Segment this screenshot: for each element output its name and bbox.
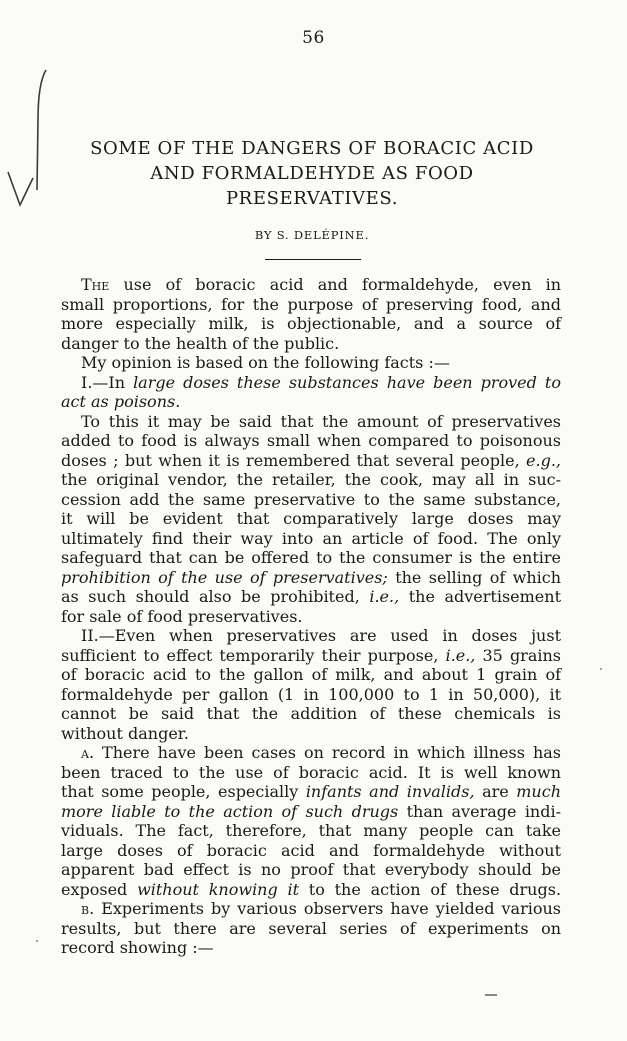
italic-text: prohibition of the use of preservatives; — [61, 567, 388, 587]
body-text-line — [61, 295, 561, 315]
body-text-line — [61, 568, 561, 588]
author-byline: BY S. DELÉPINE. — [254, 228, 370, 242]
title-rule-divider — [265, 259, 361, 260]
italic-text: i.e., — [369, 587, 400, 606]
paper-speck — [600, 668, 602, 670]
text-run: formaldehyde per gallon (1 in 100,000 to 1 in 50,000), it — [61, 684, 561, 704]
text-run: safeguard that can be offered to the consumer is the entire — [61, 548, 561, 567]
italic-text: infants and invalids, — [305, 782, 475, 801]
body-text-line — [61, 899, 561, 919]
title-line: SOME OF THE DANGERS OF BORACIC ACID — [90, 138, 534, 159]
ink-mark — [484, 992, 498, 998]
body-text-line — [61, 431, 561, 451]
body-text-line — [61, 373, 561, 393]
italic-text: act as poisons. — [61, 392, 181, 411]
italic-text: without knowing it — [137, 879, 300, 899]
body-text-line — [61, 704, 561, 724]
body-text-line — [61, 919, 561, 939]
text-run: To this it may be said that the amount of preservatives — [81, 411, 561, 431]
text-run: Experiments by various observers have yielded various — [94, 899, 561, 918]
text-run: than average indi- — [398, 801, 562, 821]
text-run: added to food is always small when compared to poisonous — [61, 431, 561, 450]
body-text-line — [61, 412, 561, 432]
body-text-line — [61, 548, 561, 568]
body-text-line — [61, 665, 561, 685]
body-text-line — [61, 470, 561, 490]
italic-text: i.e., — [445, 645, 476, 665]
body-text-line — [61, 314, 561, 334]
text-run: There have been cases on record in which illness has — [94, 743, 561, 762]
body-text-line — [61, 509, 561, 529]
body-text-line — [61, 821, 561, 841]
text-run: apparent bad effect is no proof that everybody should be — [61, 860, 561, 879]
body-text-line — [61, 607, 561, 627]
page-number: 56 — [302, 28, 325, 48]
body-text-line — [61, 938, 561, 958]
text-run: more especially milk, is objectionable, and a source of — [61, 314, 561, 333]
text-run: use of boracic acid and formaldehyde, even in — [109, 275, 561, 294]
text-run: small proportions, for the purpose of preserving food, and — [61, 294, 561, 314]
title-line: PRESERVATIVES. — [225, 188, 399, 209]
text-run: the selling of which — [387, 567, 562, 587]
italic-text: e.g., — [526, 450, 561, 470]
article-title — [62, 136, 562, 211]
body-text-line — [61, 490, 561, 510]
body-text-line — [61, 782, 561, 802]
italic-text: large doses these substances have been proved to — [133, 372, 561, 392]
text-run: The — [81, 275, 110, 294]
body-text-line — [61, 763, 561, 783]
text-run: the advertisement — [399, 587, 561, 606]
article-body — [61, 275, 561, 958]
text-run: without danger. — [61, 723, 189, 743]
body-text-line — [61, 724, 561, 744]
text-run: danger to the health of the public. — [61, 333, 340, 353]
text-run: for sale of food preservatives. — [61, 606, 303, 626]
text-run: cession add the same preservative to the same substance, — [61, 489, 561, 509]
text-run: II.—Even when preservatives are used in doses just — [81, 626, 561, 645]
text-run: been traced to the use of boracic acid. It is well known — [61, 762, 561, 782]
text-run: are — [474, 782, 517, 801]
body-text-line — [61, 880, 561, 900]
text-run: viduals. The fact, therefore, that many people can take — [61, 821, 561, 840]
text-run: that some people, especially — [61, 782, 306, 801]
title-line: AND FORMALDEHYDE AS FOOD — [150, 163, 474, 184]
body-text-line — [61, 392, 561, 412]
text-run: of boracic acid to the gallon of milk, and about 1 grain of — [61, 665, 561, 684]
body-text-line — [61, 802, 561, 822]
text-run: record showing :— — [61, 938, 214, 957]
text-run: b. — [81, 899, 95, 918]
text-run: ultimately find their way into an article of food. The only — [61, 528, 561, 548]
body-text-line — [61, 685, 561, 705]
text-run: to the action of these drugs. — [299, 879, 562, 899]
text-run: results, but there are several series of experiments on — [61, 918, 561, 938]
italic-text: more liable to the action of such drugs — [61, 801, 399, 821]
text-run: as such should also be prohibited, — [61, 587, 370, 606]
body-text-line — [61, 529, 561, 549]
body-text-line — [61, 841, 561, 861]
body-text-line — [61, 334, 561, 354]
text-run: large doses of boracic acid and formaldehyde without — [61, 840, 561, 860]
text-run: cannot be said that the addition of these chemicals is — [61, 704, 561, 723]
body-text-line — [61, 860, 561, 880]
text-run: sufficient to effect temporarily their purpose, — [61, 645, 446, 665]
text-run: it will be evident that comparatively large doses may — [61, 509, 561, 528]
text-run: I.—In — [81, 372, 134, 392]
text-run: doses ; but when it is remembered that several people, — [61, 450, 527, 470]
body-text-line — [61, 743, 561, 763]
italic-text: much — [516, 782, 561, 801]
text-run: exposed — [61, 879, 138, 899]
body-text-line — [61, 587, 561, 607]
paper-speck — [36, 940, 38, 942]
margin-annotation-mark — [0, 60, 60, 230]
text-run: a. — [81, 743, 95, 762]
body-text-line — [61, 646, 561, 666]
text-run: 35 grains — [475, 645, 562, 665]
body-text-line — [61, 275, 561, 295]
body-text-line — [61, 451, 561, 471]
body-text-line — [61, 353, 561, 373]
body-text-line — [61, 626, 561, 646]
text-run: My opinion is based on the following facts :— — [81, 353, 450, 372]
text-run: the original vendor, the retailer, the cook, may all in suc- — [61, 470, 561, 489]
